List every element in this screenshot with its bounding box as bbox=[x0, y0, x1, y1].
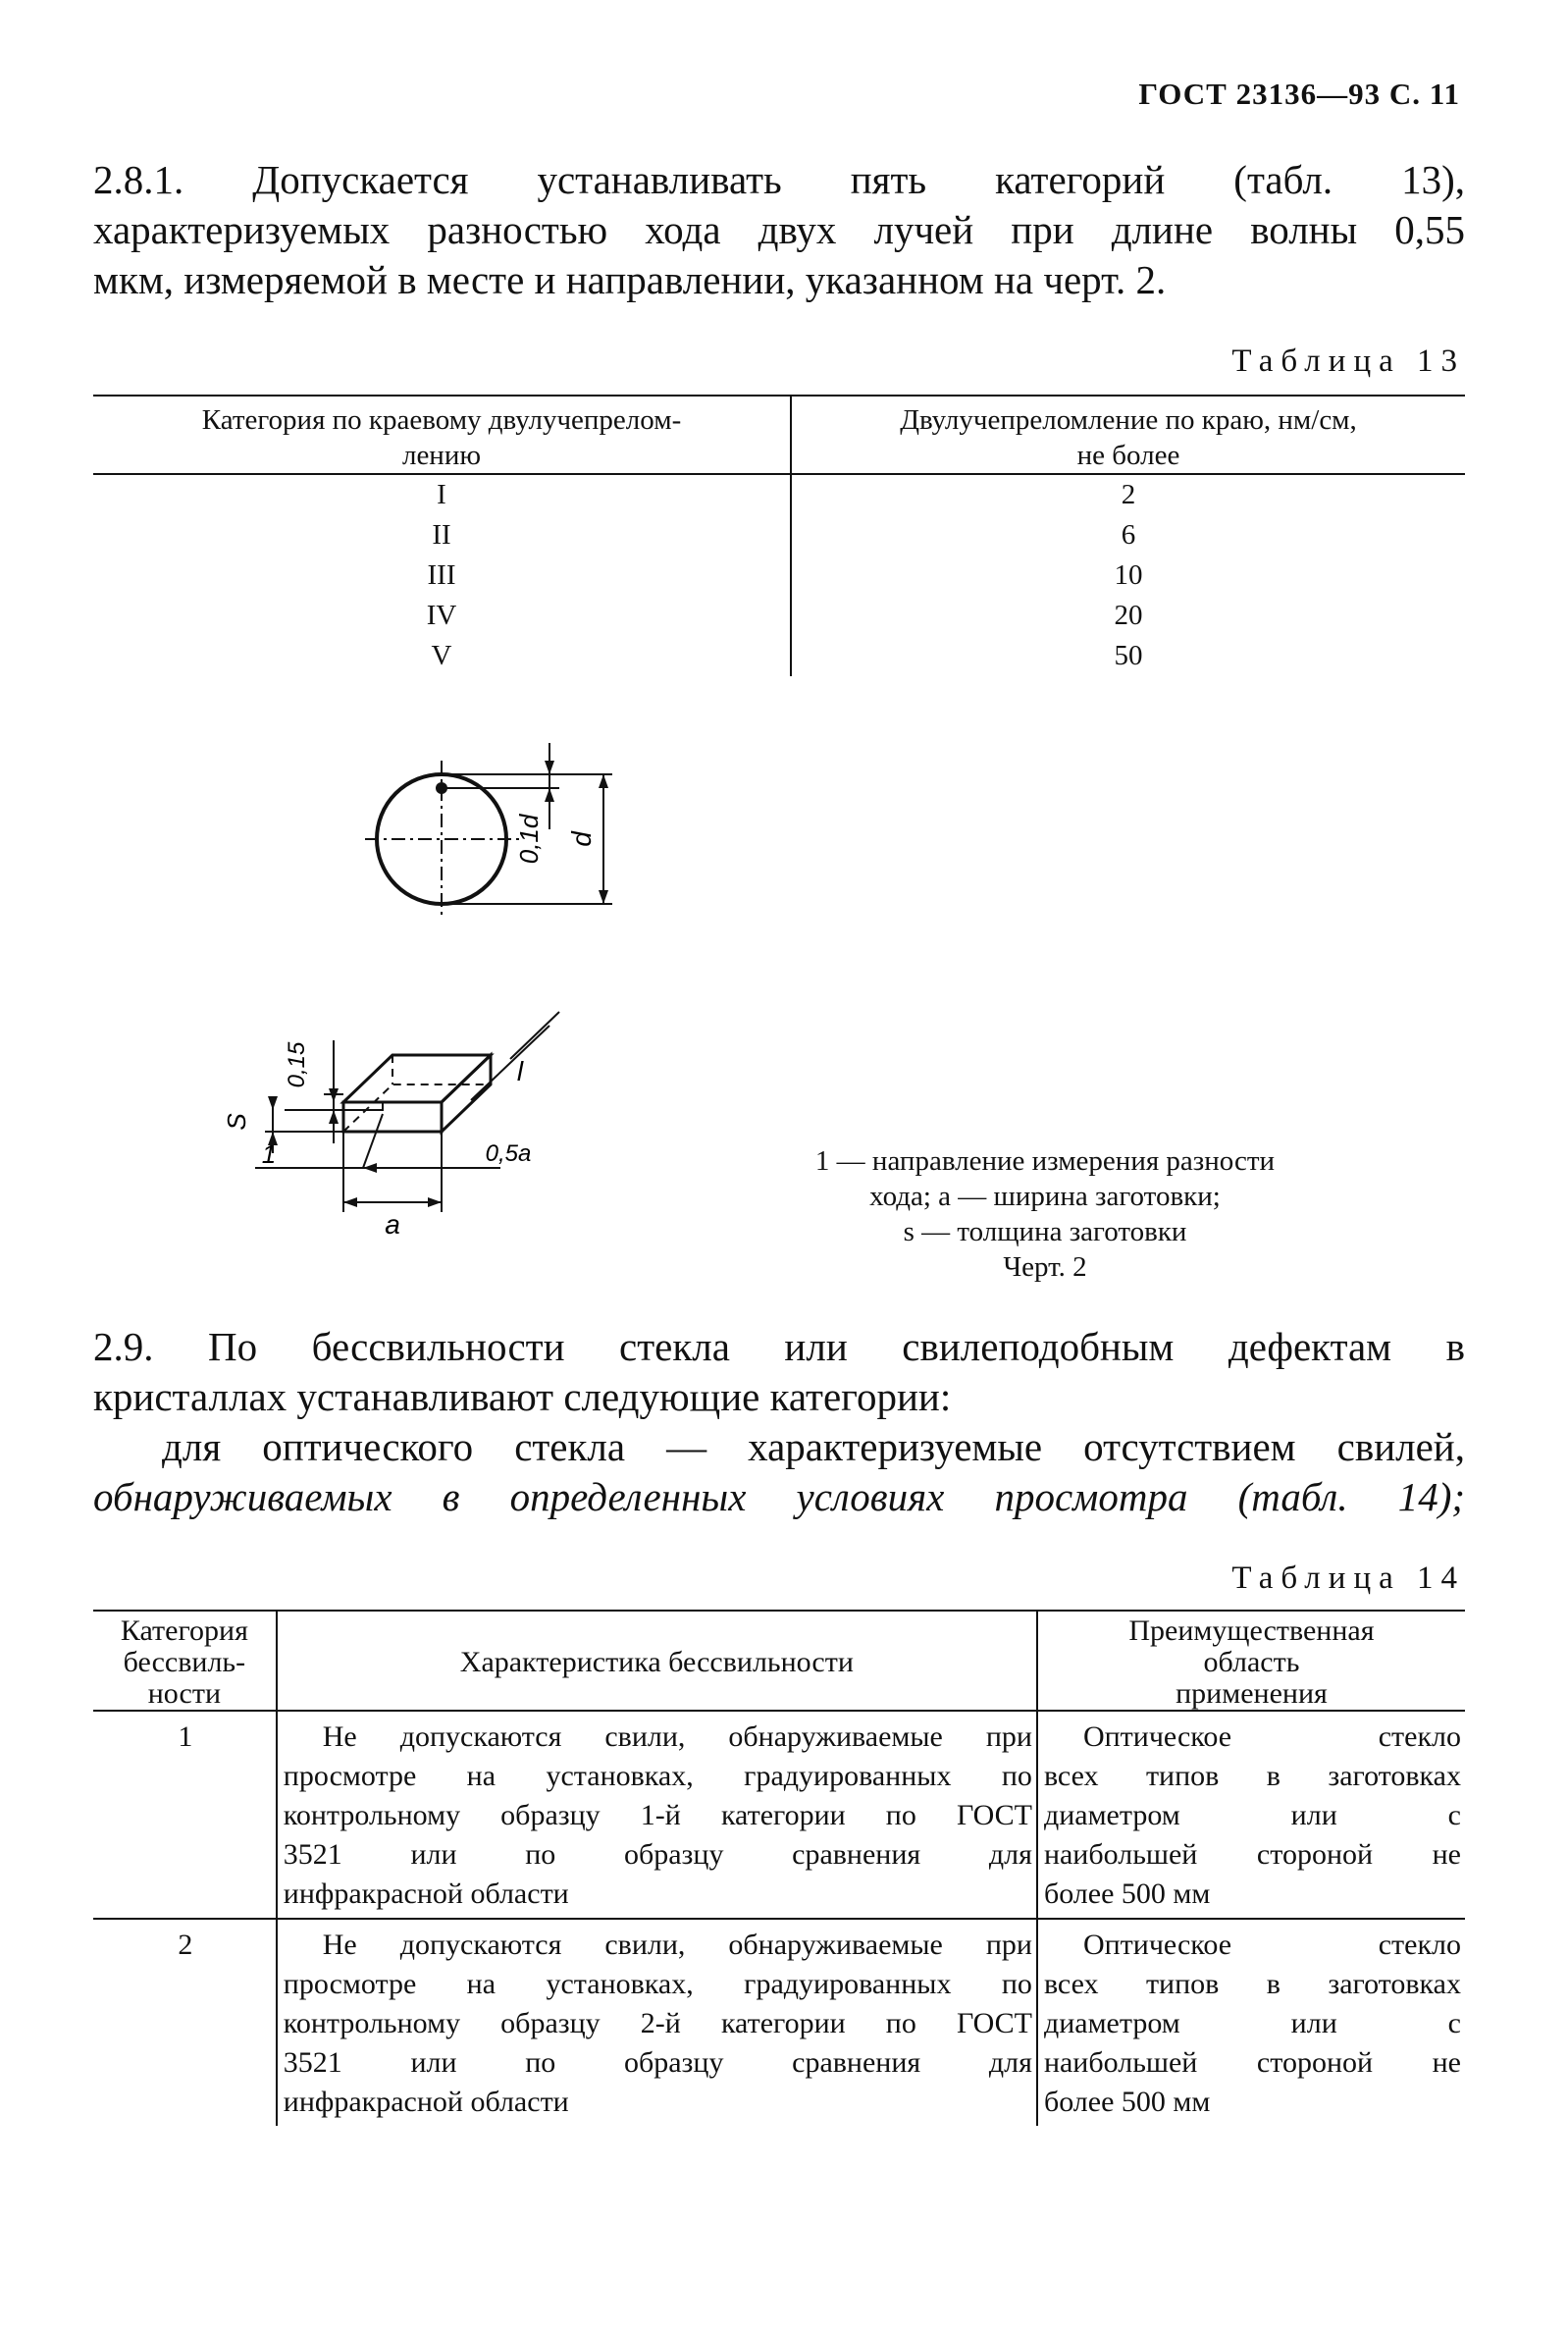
table-14-header-category bbox=[93, 1611, 277, 1711]
header-line: ности bbox=[147, 1677, 222, 1710]
block-side-face bbox=[442, 1055, 491, 1132]
dim-label-1: 1 bbox=[261, 1139, 277, 1169]
table-cell-category: 2 bbox=[93, 1919, 277, 2126]
cell-line: Не допускаются свили, обнаруживаемые при bbox=[322, 1720, 1032, 1753]
figure-caption: Черт. 2 bbox=[1003, 1251, 1087, 1283]
hidden-edges bbox=[343, 1084, 491, 1132]
arrow-icon bbox=[268, 1096, 278, 1110]
cell-line: 3521 или по образцу сравнения для bbox=[283, 1838, 1032, 1871]
table-row bbox=[93, 1919, 1465, 2126]
block-top-face bbox=[343, 1055, 491, 1102]
paragraph-line: 2.8.1. Допускается устанавливать пять категорий (табл. 13), bbox=[93, 157, 1465, 202]
table-cell: I bbox=[93, 474, 791, 515]
cell-line: инфракрасной области bbox=[283, 1877, 569, 1910]
table-14-caption: Таблица 14 bbox=[1231, 1560, 1465, 1596]
dim-label-0-15: 0,15 bbox=[284, 1041, 310, 1088]
figure-2-block-drawing bbox=[222, 1016, 579, 1251]
paragraph-line: кристаллах устанавливают следующие категории: bbox=[93, 1374, 952, 1419]
cell-line: контрольному образцу 1-й категории по ГОСТ bbox=[283, 1799, 1032, 1831]
table-row bbox=[93, 596, 1465, 636]
table-cell-application bbox=[1037, 1711, 1465, 1919]
arrow-icon bbox=[545, 788, 554, 802]
cell-line: просмотре на установках, градуированных по bbox=[283, 1968, 1032, 2000]
table-13 bbox=[93, 395, 1465, 676]
paragraph-line: характеризуемых разностью хода двух лучей при длине волны 0,55 bbox=[93, 207, 1465, 252]
table-cell: 50 bbox=[1114, 640, 1143, 671]
arrow-icon bbox=[599, 890, 608, 904]
table-row bbox=[93, 555, 1465, 596]
table-cell-application bbox=[1037, 1919, 1465, 2126]
paragraph-line: 2.9. По бессвильности стекла или свилеподобным дефектам в bbox=[93, 1324, 1465, 1369]
table-row bbox=[93, 636, 1465, 676]
arrow-icon bbox=[343, 1197, 357, 1207]
figure-2-circle-drawing bbox=[363, 731, 677, 927]
dim-label-s: S bbox=[222, 1113, 251, 1131]
paragraph-2-8-1 bbox=[93, 155, 1465, 305]
table-cell: 6 bbox=[1121, 519, 1136, 551]
table-row bbox=[93, 515, 1465, 555]
table-cell: III bbox=[93, 555, 791, 596]
cell-line: просмотре на установках, градуированных по bbox=[283, 1760, 1032, 1792]
cell-line: наибольшей стороной не bbox=[1043, 2046, 1461, 2079]
table-cell: 2 bbox=[1121, 479, 1136, 510]
cell-line: более 500 мм bbox=[1043, 1877, 1211, 1910]
header-line: Двулучепреломление по краю, нм/см, bbox=[900, 404, 1357, 436]
table-cell-characteristic bbox=[277, 1919, 1037, 2126]
arrow-icon bbox=[545, 761, 554, 774]
table-cell: IV bbox=[93, 596, 791, 636]
arrow-icon bbox=[428, 1197, 442, 1207]
legend-line: s — толщина заготовки bbox=[903, 1216, 1187, 1247]
header-line: бессвиль- bbox=[123, 1646, 246, 1678]
table-cell-characteristic bbox=[277, 1711, 1037, 1919]
cell-line: более 500 мм bbox=[1043, 2086, 1211, 2118]
measurement-point bbox=[436, 782, 447, 794]
paragraph-2-9 bbox=[93, 1322, 1465, 1522]
table-row bbox=[93, 1711, 1465, 1919]
cell-line: Оптическое стекло bbox=[1082, 1929, 1461, 1961]
paragraph-line: для оптического стекла — характеризуемые отсутствием свилей, bbox=[162, 1424, 1465, 1469]
cell-line: всех типов в заготовках bbox=[1043, 1968, 1461, 2000]
dim-label-a: a bbox=[385, 1209, 400, 1240]
legend-line: 1 — направление измерения разности bbox=[814, 1145, 1276, 1177]
dim-label-0-5a: 0,5a bbox=[485, 1140, 532, 1167]
legend-line: хода; a — ширина заготовки; bbox=[869, 1181, 1221, 1212]
table-13-caption: Таблица 13 bbox=[1231, 344, 1465, 379]
header-line: Категория bbox=[120, 1614, 248, 1647]
cell-line: Не допускаются свили, обнаруживаемые при bbox=[322, 1929, 1032, 1961]
table-13-header-birefringence bbox=[791, 396, 1465, 474]
cell-line: всех типов в заготовках bbox=[1043, 1760, 1461, 1792]
table-13-header-category bbox=[93, 396, 791, 474]
cell-line: Оптическое стекло bbox=[1082, 1720, 1461, 1753]
dim-label-d: d bbox=[566, 831, 597, 847]
leader-line bbox=[363, 1114, 383, 1168]
header-line: не более bbox=[1076, 440, 1180, 471]
cell-line: диаметром или с bbox=[1043, 2007, 1461, 2039]
cell-line: контрольному образцу 2-й категории по ГОСТ bbox=[283, 2007, 1032, 2039]
table-cell: V bbox=[93, 636, 791, 676]
arrow-icon bbox=[329, 1110, 339, 1124]
table-14-header-characteristic: Характеристика бессвильности bbox=[277, 1611, 1037, 1711]
arrow-icon bbox=[599, 774, 608, 788]
header-line: лению bbox=[401, 440, 482, 471]
table-cell: 10 bbox=[1114, 559, 1143, 591]
paragraph-line: мкм, измеряемой в месте и направлении, указанном на черт. 2. bbox=[93, 257, 1167, 302]
table-cell: II bbox=[93, 515, 791, 555]
paragraph-line-italic: обнаруживаемых в определенных условиях просмотра (табл. 14); bbox=[93, 1474, 1465, 1519]
running-header: ГОСТ 23136—93 С. 11 bbox=[1138, 77, 1460, 111]
figure-2-legend bbox=[726, 1143, 1364, 1285]
table-14-header-application bbox=[1037, 1611, 1465, 1711]
cell-line: наибольшей стороной не bbox=[1043, 1838, 1461, 1871]
table-cell-category: 1 bbox=[93, 1711, 277, 1919]
header-line: применения bbox=[1176, 1677, 1328, 1710]
table-14 bbox=[93, 1610, 1465, 2126]
table-row bbox=[93, 474, 1465, 515]
extension-line bbox=[510, 1012, 559, 1059]
header-line: область bbox=[1203, 1646, 1300, 1678]
cell-line: 3521 или по образцу сравнения для bbox=[283, 2046, 1032, 2079]
table-cell: 20 bbox=[1114, 600, 1143, 631]
dim-label-0-1d: 0,1d bbox=[514, 814, 544, 865]
cell-line: диаметром или с bbox=[1043, 1799, 1461, 1831]
dim-label-l: l bbox=[516, 1056, 524, 1086]
header-line: Преимущественная bbox=[1128, 1614, 1375, 1647]
cell-line: инфракрасной области bbox=[283, 2086, 569, 2118]
header-line: Категория по краевому двулучепрелом- bbox=[201, 404, 682, 436]
